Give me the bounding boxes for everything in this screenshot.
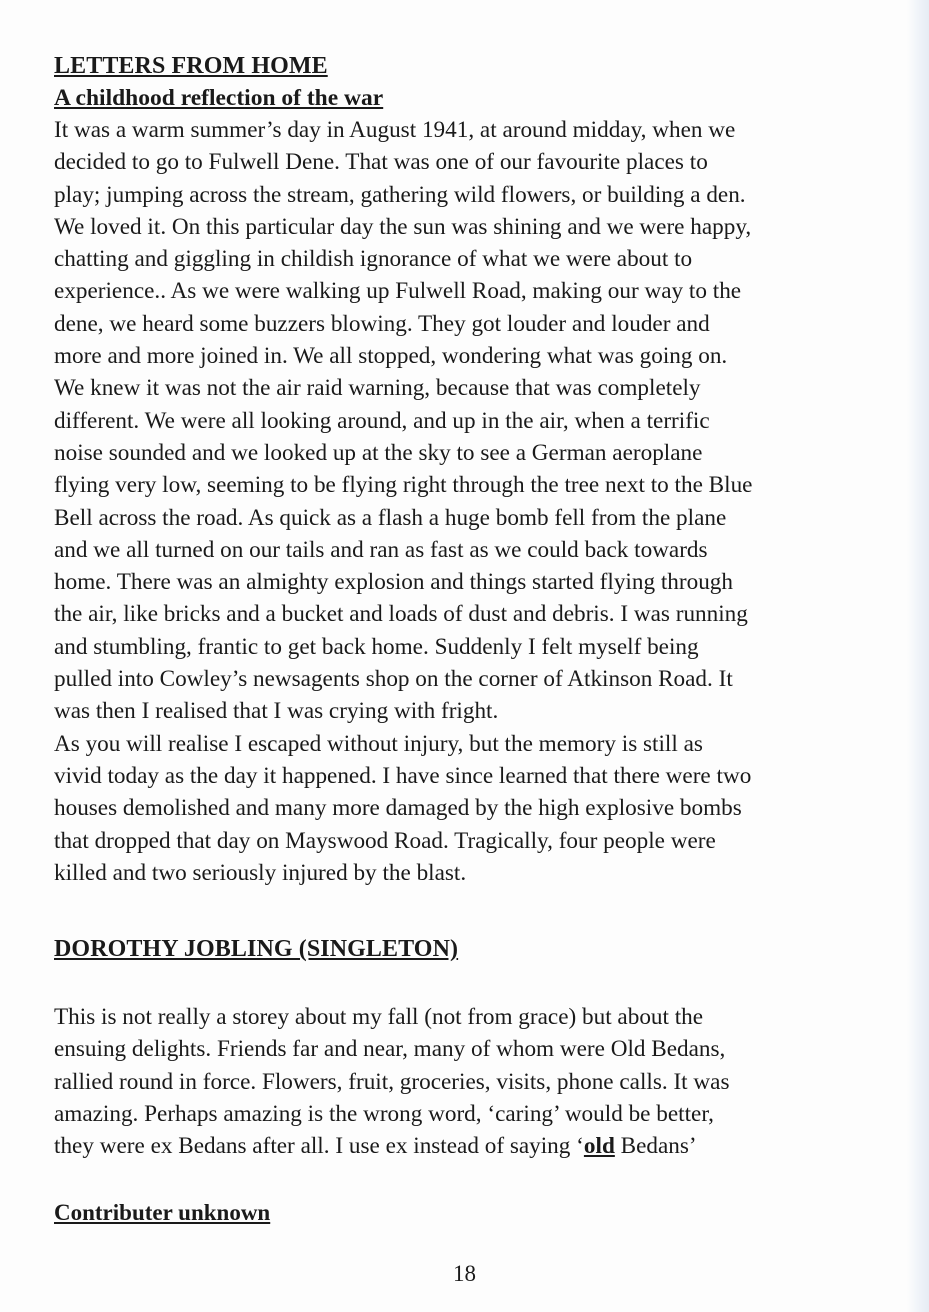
text-line: and we all turned on our tails and ran as fast as we could back towards xyxy=(54,536,708,563)
text-line: experience.. As we were walking up Fulwell Road, making our way to the xyxy=(54,278,742,305)
section-title-dorothy-jobling: DOROTHY JOBLING (SINGLETON) xyxy=(54,936,459,963)
text-line: home. There was an almighty explosion and things started flying through xyxy=(54,569,733,596)
text-fragment: Bedans’ xyxy=(614,1133,697,1160)
text-line: pulled into Cowley’s newsagents shop on the corner of Atkinson Road. It xyxy=(54,666,733,693)
text-line: amazing. Perhaps amazing is the wrong word, ‘caring’ would be better, xyxy=(54,1101,714,1128)
section-title-letters-from-home: LETTERS FROM HOME xyxy=(54,53,328,79)
story-paragraph-2 xyxy=(54,728,904,889)
text-line: We knew it was not the air raid warning, because that was completely xyxy=(54,375,701,402)
text-line: ensuing delights. Friends far and near, many of whom were Old Bedans, xyxy=(54,1036,726,1063)
text-line: different. We were all looking around, and up in the air, when a terrific xyxy=(54,407,710,434)
text-line-with-emphasis xyxy=(54,1130,904,1162)
text-fragment: they were ex Bedans after all. I use ex instead of saying ‘ xyxy=(54,1133,584,1160)
text-line: rallied round in force. Flowers, fruit, groceries, visits, phone calls. It was xyxy=(54,1068,730,1095)
text-line: vivid today as the day it happened. I have since learned that there were two xyxy=(54,762,752,789)
text-line: that dropped that day on Mayswood Road. Tragically, four people were xyxy=(54,827,716,854)
section-subtitle-childhood-reflection: A childhood reflection of the war xyxy=(54,85,384,111)
text-line: killed and two seriously injured by the blast. xyxy=(54,859,467,886)
text-line: noise sounded and we looked up at the sky to see a German aeroplane xyxy=(54,439,703,466)
text-line: houses demolished and many more damaged by the high explosive bombs xyxy=(54,795,742,822)
text-line: chatting and giggling in childish ignorance of what we were about to xyxy=(54,246,693,273)
text-line: Bell across the road. As quick as a flash a huge bomb fell from the plane xyxy=(54,504,727,531)
text-line: and stumbling, frantic to get back home. Suddenly I felt myself being xyxy=(54,633,699,660)
text-line: dene, we heard some buzzers blowing. They got louder and louder and xyxy=(54,310,710,337)
page-edge-shadow xyxy=(907,0,929,1312)
emphasized-word-old: old xyxy=(583,1133,615,1160)
page-number: 18 xyxy=(453,1261,476,1286)
text-line: play; jumping across the stream, gathering wild flowers, or building a den. xyxy=(54,181,746,208)
text-line: was then I realised that I was crying with fright. xyxy=(54,698,499,725)
text-line: We loved it. On this particular day the sun was shining and we were happy, xyxy=(54,213,752,240)
story-paragraph-1 xyxy=(54,114,904,728)
text-line: This is not really a storey about my fall (not from grace) but about the xyxy=(54,1004,704,1031)
section-title-contributer-unknown: Contributer unknown xyxy=(54,1199,271,1225)
text-line: As you will realise I escaped without injury, but the memory is still as xyxy=(54,730,703,757)
text-line: the air, like bricks and a bucket and loads of dust and debris. I was running xyxy=(54,601,748,628)
text-line: flying very low, seeming to be flying right through the tree next to the Blue xyxy=(54,472,753,499)
text-line: decided to go to Fulwell Dene. That was one of our favourite places to xyxy=(54,149,708,176)
dorothy-paragraph xyxy=(54,1001,904,1162)
text-line: more and more joined in. We all stopped, wondering what was going on. xyxy=(54,343,728,370)
page-content xyxy=(54,50,904,1229)
text-line: It was a warm summer’s day in August 1941, at around midday, when we xyxy=(54,117,736,143)
